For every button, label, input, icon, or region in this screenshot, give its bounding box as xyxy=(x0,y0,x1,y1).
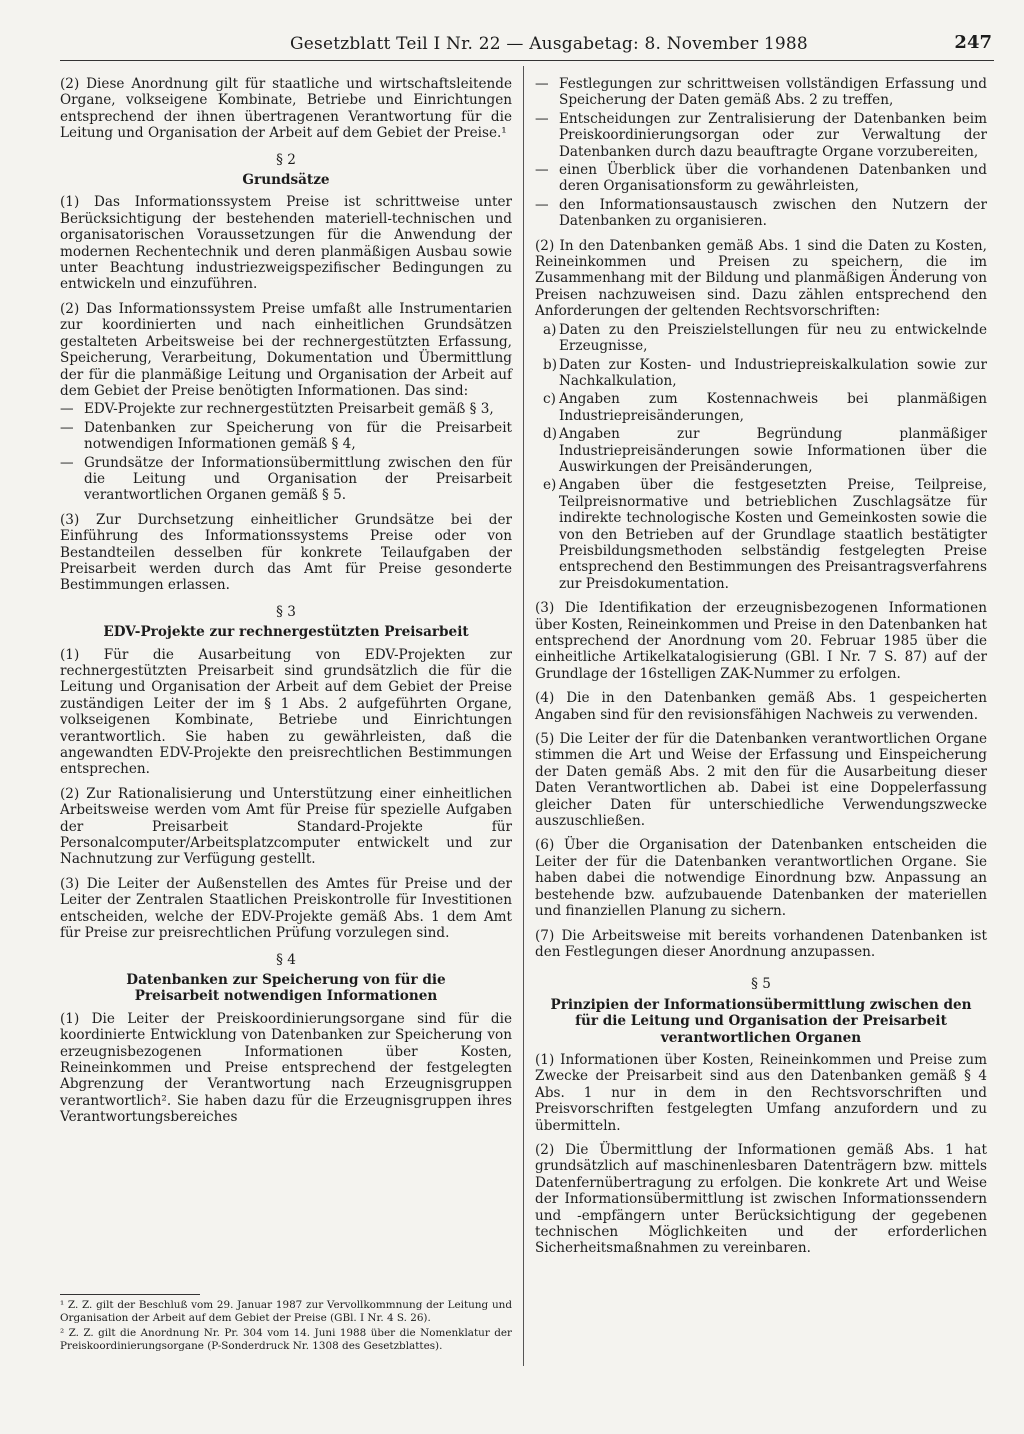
left-column xyxy=(60,76,512,1134)
section-title: Datenbanken zur Speicherung von für die Preisarbeit notwendigen Informationen xyxy=(126,971,446,1005)
paragraph: (2) In den Datenbanken gemäß Abs. 1 sind die Daten zu Kosten, Reineinkommen und Preisen zu speichern, die im Zusammenhang mit der Bildung und planmäßigen Änderung von Preisen nachzuweisen sind. Dazu zählen entsprechend den Anforderungen der geltenden Rechtsvorschriften: xyxy=(535,237,987,320)
paragraph: (2) Die Übermittlung der Informationen gemäß Abs. 1 hat grundsätzlich auf maschinenlesbaren Datenträgern bzw. mittels Datenfernübertragung zu erfolgen. Die konkrete Art und Weise der Informationsübermittlung ist zwischen Informationssendern und -empfängern unter Berücksichtigung der gegebenen technischen Möglichkeiten und der erforderlichen Sicherheitsmaßnahmen zu vereinbaren. xyxy=(535,1141,987,1257)
section-number: § 2 xyxy=(276,151,296,168)
list-item-text: Angaben zur Begründung planmäßiger Industriepreisänderungen sowie Informationen über die Auswirkungen der Preisänderungen, xyxy=(559,426,987,475)
list-item: — den Informationsaustausch zwischen den Nutzern der Datenbanken zu organisieren. xyxy=(535,197,987,230)
list-item-text: Daten zu den Preiszielstellungen für neu zu entwickelnde Erzeugnisse, xyxy=(559,321,987,355)
list-item: — Grundsätze der Informationsübermittlung zwischen den für die Leitung und Organisation der Preisarbeit verantwortlichen Organen gemäß § 5. xyxy=(60,455,512,504)
paragraph: (7) Die Arbeitsweise mit bereits vorhandenen Datenbanken ist den Festlegungen dieser Anordnung anzupassen. xyxy=(535,927,987,960)
section-title: Grundsätze xyxy=(242,172,330,189)
paragraph: (2) Diese Anordnung gilt für staatliche und wirtschaftsleitende Organe, volkseigene Kombinate, Betriebe und Einrichtungen entsprechend der ihnen übertragenen Verantwortung für die Leitung und Organisation der Arbeit auf dem Gebiet der Preise.¹ xyxy=(60,76,512,142)
list-item: — Entscheidungen zur Zentralisierung der Datenbanken beim Preiskoordinierungsorgan oder zur Verwaltung der Datenbanken durch dazu beauftragte Organe vorzubereiten, xyxy=(535,111,987,160)
right-column xyxy=(535,76,987,1265)
paragraph: (1) Das Informationssystem Preise ist schrittweise unter Berücksichtigung der bestehenden materiell-technischen und organisatorischen Voraussetzungen für die Anwendung der modernen Rechentechnik und deren planmäßigen Ausbau sowie unter Beachtung industriezweigspezifischer Bedingungen zu entwickeln und einzuführen. xyxy=(60,194,512,293)
lettered-list xyxy=(535,322,987,593)
paragraph: (3) Die Identifikation der erzeugnisbezogenen Informationen über Kosten, Reineinkommen und Preise in den Datenbanken hat entsprechend der Anordnung vom 20. Februar 1985 über die einheitliche Artikelkatalogisierung (GBl. I Nr. 7 S. 87) auf der Grundlage der 16stelligen ZAK-Nummer zu erfolgen. xyxy=(535,600,987,682)
footnote-rule xyxy=(60,1294,200,1295)
list-item: — Festlegungen zur schrittweisen vollständigen Erfassung und Speicherung der Daten gemäß Abs. 2 zu treffen, xyxy=(535,76,987,109)
paragraph: (1) Die Leiter der Preiskoordinierungsorgane sind für die koordinierte Entwicklung von Datenbanken zur Speicherung von erzeugnisbezogenen Informationen über Kosten, Reineinkommen und Preise entsprechend der festgelegten Abgrenzung der Verantwortung nach Erzeugnisgruppen verantwortlich². Sie haben dazu für die Erzeugnisgruppen ihres Verantwortungsbereiches xyxy=(60,1010,512,1126)
paragraph: (2) Zur Rationalisierung und Unterstützung einer einheitlichen Arbeitsweise werden vom Amt für Preise für spezielle Aufgaben der Preisarbeit Standard-Projekte für Personalcomputer/Arbeitsplatzcomputer entwickelt und zur Nachnutzung zur Verfügung gestellt. xyxy=(60,785,512,868)
list-marker: d) xyxy=(543,426,558,443)
list-item xyxy=(535,477,987,592)
page-number: 247 xyxy=(954,32,992,53)
dash-list xyxy=(60,401,512,503)
list-item xyxy=(535,357,987,390)
column-divider xyxy=(523,66,524,1366)
list-item: — einen Überblick über die vorhandenen Datenbanken und deren Organisationsform zu gewährleisten, xyxy=(535,162,987,195)
list-item: — EDV-Projekte zur rechnergestützten Preisarbeit gemäß § 3, xyxy=(60,401,512,417)
list-marker: b) xyxy=(543,356,558,373)
footnote: ¹ Z. Z. gilt der Beschluß vom 29. Januar 1987 zur Vervollkommnung der Leitung und Organisation der Arbeit auf dem Gebiet der Preise (GBl. I Nr. 4 S. 26). xyxy=(60,1299,512,1324)
header-rule xyxy=(60,60,994,61)
paragraph: (6) Über die Organisation der Datenbanken entscheiden die Leiter der für die Datenbanken verantwortlichen Organe. Sie haben dabei die notwendige Einordnung bzw. Anpassung an bestehende bzw. aufzubauende Datenbanken der materiellen und finanziellen Planung zu sichern. xyxy=(535,837,987,920)
paragraph: (1) Für die Ausarbeitung von EDV-Projekten zur rechnergestützten Preisarbeit sind grundsätzlich die für die Leitung und Organisation der Arbeit auf dem Gebiet der Preise zuständigen Leiter der im § 1 Abs. 2 aufgeführten Organe, volkseigenen Kombinate, Betriebe und Einrichtungen verantwortlich. Sie haben zu gewährleisten, daß die angewandten EDV-Projekte den preisrechtlichen Bestimmungen entsprechen. xyxy=(60,646,512,778)
paragraph: (5) Die Leiter der für die Datenbanken verantwortlichen Organe stimmen die Art und Weise der Erfassung und Einspeicherung der Daten gemäß Abs. 2 mit den für die Ausarbeitung dieser Daten Verantwortlichen ab. Dabei ist eine Doppelerfassung gleicher Daten für unterschiedliche Verwendungszwecke auszuschließen. xyxy=(535,731,987,830)
list-item xyxy=(535,391,987,424)
list-item xyxy=(535,426,987,475)
paragraph: (3) Die Leiter der Außenstellen des Amtes für Preise und der Leiter der Zentralen Staatlichen Preiskontrolle für Investitionen entscheiden, welche der EDV-Projekte gemäß Abs. 1 dem Amt für Preise zur preisrechtlichen Prüfung vorzulegen sind. xyxy=(60,875,512,942)
list-item: — Datenbanken zur Speicherung von für die Preisarbeit notwendigen Informationen gemäß § 4, xyxy=(60,420,512,453)
section-number: § 4 xyxy=(276,951,296,968)
section-title: Prinzipien der Informationsübermittlung zwischen den für die Leitung und Organisation der Preisarbeit verantwortlichen Organen xyxy=(550,996,972,1046)
paragraph: (2) Das Informationssystem Preise umfaßt alle Instrumentarien zur koordinierten und nach einheitlichen Grundsätzen gestalteten Arbeitsweise bei der rechnergestützten Erfassung, Speicherung, Verarbeitung, Dokumentation und Übermittlung der für die planmäßige Leitung und Organisation der Arbeit auf dem Gebiet der Preise benötigten Informationen. Das sind: xyxy=(60,300,512,399)
section-number: § 3 xyxy=(276,603,296,620)
list-item-text: Angaben zum Kostennachweis bei planmäßigen Industriepreisänderungen, xyxy=(559,391,987,424)
list-marker: c) xyxy=(543,391,556,408)
paragraph: (4) Die in den Datenbanken gemäß Abs. 1 gespeicherten Angaben sind für den revisionsfähigen Nachweis zu verwenden. xyxy=(535,690,987,723)
list-marker: e) xyxy=(543,477,557,494)
dash-list xyxy=(535,76,987,230)
header-title: Gesetzblatt Teil I Nr. 22 — Ausgabetag: 8. November 1988 xyxy=(290,34,808,54)
list-item-text: Daten zur Kosten- und Industriepreiskalkulation sowie zur Nachkalkulation, xyxy=(559,356,987,389)
footnote: ² Z. Z. gilt die Anordnung Nr. Pr. 304 vom 14. Juni 1988 über die Nomenklatur der Preiskoordinierungsorgane (P-Sonderdruck Nr. 1308 des Gesetzblattes). xyxy=(60,1327,512,1352)
list-item-text: Angaben über die festgesetzten Preise, Teilpreise, Teilpreisnormative und betrieblichen Zuschlagsätze für indirekte technologische Kosten und Gemeinkosten sowie die von den Betrieben auf der Grundlage staatlich bestätigter Preisbildungsmethoden selbständig festgelegten Preise entsprechend den Bestimmungen des Preisantragsverfahrens zur Preisdokumentation. xyxy=(559,477,987,592)
list-item xyxy=(535,322,987,355)
paragraph: (1) Informationen über Kosten, Reineinkommen und Preise zum Zwecke der Preisarbeit sind aus den Datenbanken gemäß § 4 Abs. 1 nur in dem in den Rechtsvorschriften und Preisvorschriften festgelegten Umfang anzufordern und zu übermitteln. xyxy=(535,1051,987,1134)
page-header xyxy=(60,30,994,58)
section-number: § 5 xyxy=(751,976,771,993)
section-title: EDV-Projekte zur rechnergestützten Preisarbeit xyxy=(103,624,469,641)
paragraph: (3) Zur Durchsetzung einheitlicher Grundsätze bei der Einführung des Informationssystems Preise oder von Bestandteilen desselben für konkrete Teilaufgaben der Preisarbeit werden durch das Amt für Preise gesonderte Bestimmungen erlassen. xyxy=(60,511,512,594)
list-marker: a) xyxy=(543,321,557,338)
footnotes xyxy=(60,1294,512,1355)
